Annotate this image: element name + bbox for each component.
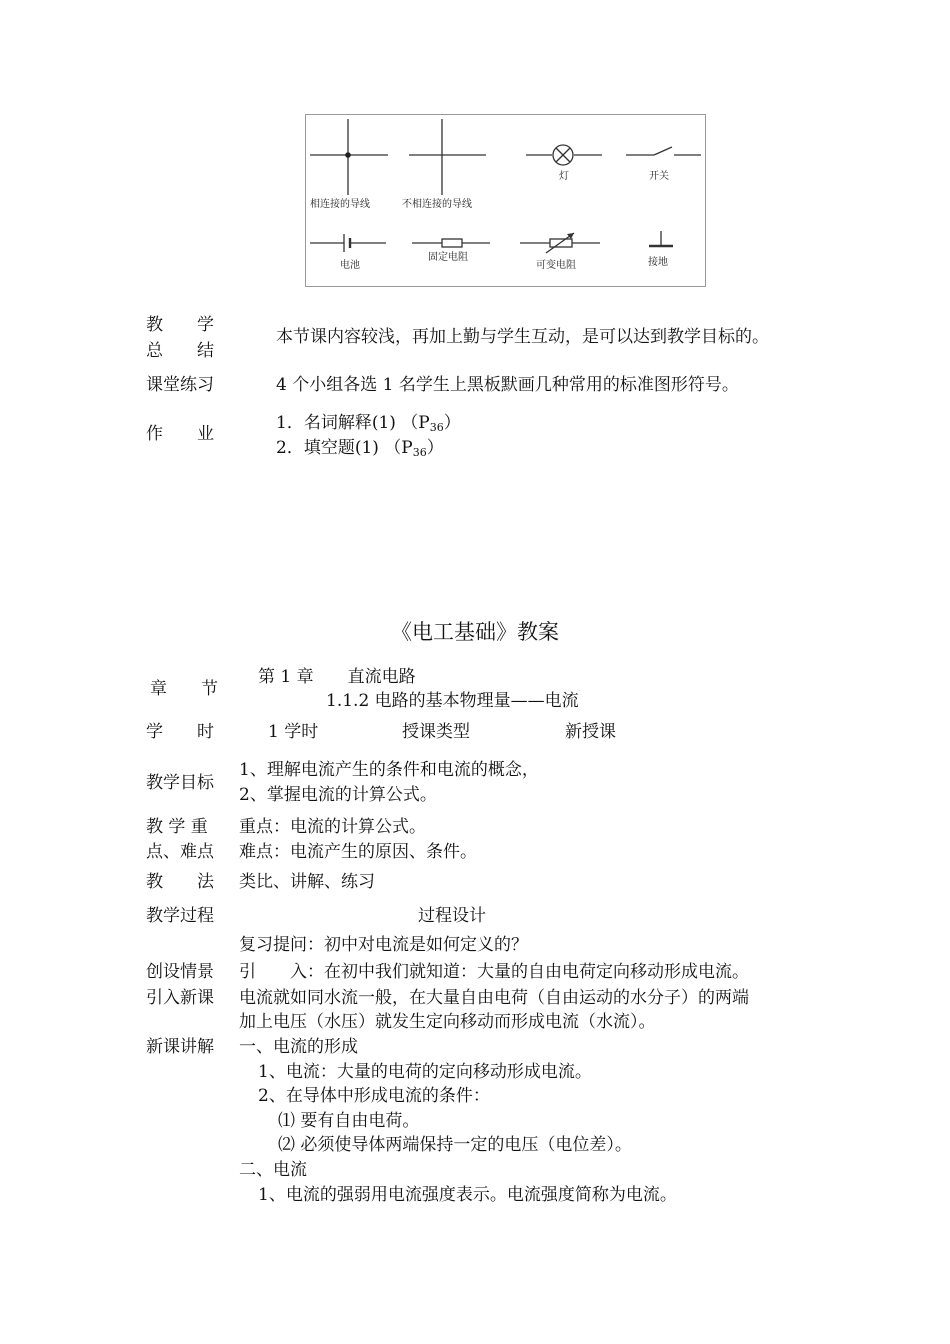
key-points-label-line2: 点、难点 [146, 842, 214, 862]
homework-item-1: 1．名词解释(1) $(P_{36})$ [276, 413, 461, 434]
junction-dot [345, 152, 351, 158]
goal-item-1: 1、理解电流产生的条件和电流的概念， [239, 760, 539, 780]
chapter-line1: 第 1 章 直流电路 [258, 667, 416, 687]
chapter-label: 章 节 [150, 679, 218, 699]
hours-value: 1 学时 [268, 722, 319, 742]
goal-item-2: 2、掌握电流的计算公式。 [239, 785, 437, 805]
circuit-symbols-svg [306, 115, 705, 286]
fixed-resistor-body [442, 239, 462, 247]
section-2-item-1: 1、电流的强弱用电流强度表示。电流强度简称为电流。 [258, 1185, 677, 1205]
practice-text: 4 个小组各选 1 名学生上黑板默画几种常用的标准图形符号。 [276, 375, 739, 395]
switch-blade [654, 147, 672, 155]
process-label: 教学过程 [146, 906, 214, 926]
intro-label-line2: 引入新课 [146, 988, 214, 1008]
page-title: 《电工基础》教案 [391, 620, 559, 644]
summary-text: 本节课内容较浅，再加上勤与学生互动，是可以达到教学目标的。 [276, 327, 769, 347]
section-2-heading: 二、电流 [239, 1160, 307, 1180]
label-connected-wire: 相连接的导线 [310, 199, 370, 210]
homework-item-2: 2．填空题(1) $(P_{36})$ [276, 438, 444, 459]
homework-label: 作 业 [146, 424, 214, 444]
type-value: 新授课 [565, 722, 616, 742]
label-variable-resistor: 可变电阻 [536, 260, 576, 271]
section-1-heading: 一、电流的形成 [239, 1037, 358, 1057]
summary-label-line1: 教 学 [146, 315, 214, 335]
label-switch: 开关 [649, 171, 669, 182]
section-1-item-1: 1、电流：大量的电荷的定向移动形成电流。 [258, 1062, 592, 1082]
label-lamp: 灯 [559, 171, 569, 182]
difficult-point: 难点：电流产生的原因、条件。 [239, 842, 477, 862]
review-question: 复习提问：初中对电流是如何定义的？ [239, 935, 528, 955]
label-fixed-resistor: 固定电阻 [428, 252, 468, 263]
label-ground: 接地 [648, 257, 668, 268]
intro-label-line1: 创设情景 [146, 962, 214, 982]
key-points-label-line1: 教 学 重 [146, 817, 208, 837]
process-header: 过程设计 [418, 906, 486, 926]
chapter-line2: 1.1.2 电路的基本物理量——电流 [326, 691, 579, 711]
condition-2: ⑵ 必须使导体两端保持一定的电压（电位差）。 [278, 1135, 632, 1155]
type-label: 授课类型 [402, 722, 470, 742]
hours-label: 学 时 [146, 722, 214, 742]
label-battery: 电池 [340, 260, 360, 271]
summary-label-line2: 总 结 [146, 341, 214, 361]
practice-label: 课堂练习 [146, 375, 214, 395]
new-lesson-label: 新课讲解 [146, 1037, 214, 1057]
condition-1: ⑴ 要有自由电荷。 [278, 1111, 420, 1131]
intro-line-1: 引 入：在初中我们就知道：大量的自由电荷定向移动形成电流。 [239, 962, 749, 982]
label-unconnected-wire: 不相连接的导线 [402, 199, 472, 210]
method-label: 教 法 [146, 872, 214, 892]
key-point: 重点：电流的计算公式。 [239, 817, 426, 837]
goal-label: 教学目标 [146, 773, 214, 793]
method-value: 类比、讲解、练习 [239, 872, 375, 892]
circuit-symbols-diagram [305, 114, 706, 287]
intro-line-3: 加上电压（水压）就发生定向移动而形成电流（水流）。 [239, 1012, 656, 1032]
section-1-item-2: 2、在导体中形成电流的条件： [258, 1086, 490, 1106]
intro-line-2: 电流就如同水流一般，在大量自由电荷（自由运动的水分子）的两端 [239, 988, 749, 1008]
